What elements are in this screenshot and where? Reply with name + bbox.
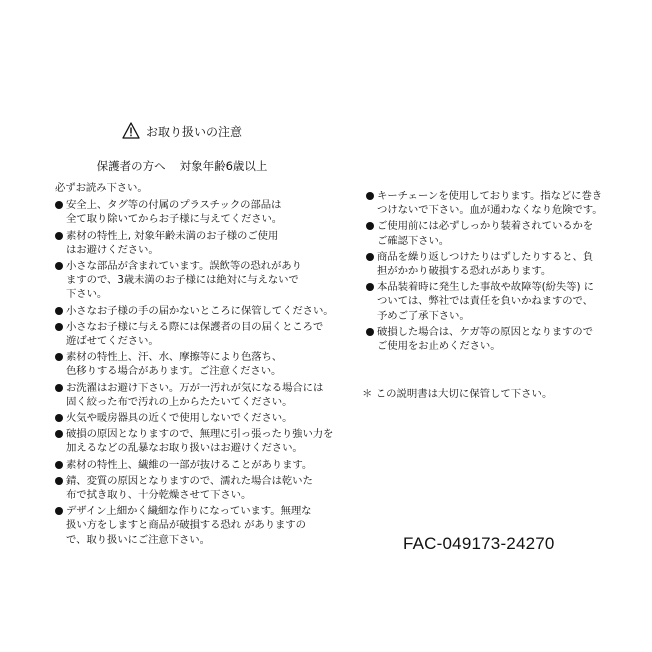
bullet-icon [55,507,63,515]
caution-item-line: 破損の原因となりますので、無理に引っ張ったり強い力を [66,428,334,441]
bullet-icon [366,283,374,291]
caution-item-line: 遊ばせてください。 [66,335,159,348]
caution-item-line: 破損した場合は、ケガ等の原因となりますので [377,325,593,338]
bullet-icon [55,307,63,315]
caution-item [55,458,313,472]
caution-item-line: はお避けください。 [66,243,159,256]
caution-item-line: お洗濯はお避け下さい。万が一汚れが気になる場合には [66,381,324,394]
caution-item [55,320,324,348]
caution-item-line: 安全上、タグ等の付属のプラスチックの部品は [66,199,282,212]
caution-item-line: 下さい。 [66,288,108,301]
caution-item-line: 火気や暖房器具の近くで使用しないでください。 [66,412,293,425]
intro-text: 必ずお読み下さい。 [55,182,148,194]
right-column [366,189,624,355]
caution-item-line: 素材の特性上、繊維の一部が抜けることがあります。 [66,458,313,471]
caution-item [55,350,313,378]
caution-item-line: 固く絞った布で汚れの上からたたいてください。 [66,395,293,408]
caution-item-line: キーチェーンを使用しております。指などに巻き [377,190,603,202]
caution-item-line: ついては、弊社では責任を負いかねますので、 [377,295,593,308]
caution-item-line: ご使用前には必ずしっかり装着されているかを [377,220,594,233]
right-item-list [366,189,624,353]
left-item-list [55,198,334,547]
caution-item [55,504,313,547]
caution-item-line: 担がかかり破損する恐れがあります。 [377,265,552,278]
bullet-icon [55,384,63,392]
left-column [55,181,334,549]
bullet-icon [55,353,63,361]
title-row [0,122,364,143]
caution-item-line: 加えるなどの乱暴なお取り扱いはお避けください。 [66,442,303,455]
bullet-icon [55,262,63,270]
caution-item [55,198,313,226]
page-title: お取り扱いの注意 [145,125,242,139]
caution-item [366,325,624,353]
caution-item-line: ますので、3歳未満のお子様には絶対に与えないで [66,274,299,287]
caution-item [55,427,334,455]
product-code: FAC-049173-24270 [403,534,555,553]
bullet-icon [55,201,63,209]
caution-item-line: 予めご了承下さい。 [377,309,470,322]
audience-line [0,158,364,174]
age-notice: 対象年齢6歳以上 [179,159,268,173]
caution-item-line: で、取り扱いにご注意下さい。 [66,533,210,546]
caution-item [366,250,624,278]
caution-item [55,411,313,425]
bullet-icon [55,232,63,240]
caution-item-line: 色移りする場合があります。ご注意ください。 [66,365,282,378]
bullet-icon [55,461,63,469]
caution-item-line: 素材の特性上、汗、水、摩擦等により色落ち、 [66,351,283,364]
caution-item-line: つけないで下さい。血が通わなくなり危険です。 [377,204,603,217]
caution-item [55,381,324,409]
bullet-icon [55,323,63,331]
warning-triangle-icon [122,122,140,143]
caution-item-line: デザイン上細かく繊細な作りになっています。無理な [66,505,312,518]
caution-item [55,304,334,318]
caution-item-line: 扱い方をしますと商品が破損する恐れ がありますの [66,519,306,532]
caution-item-line: 素材の特性上, 対象年齢未満のお子様のご使用 [66,229,279,242]
caution-item-line: 錆、変質の原因となりますので、濡れた場合は乾いた [66,474,313,487]
caution-item [366,280,624,323]
caution-item [55,474,313,502]
caution-item-line: ご使用をお止めください。 [377,340,501,353]
bullet-icon [366,253,374,261]
caution-item [55,259,313,302]
bullet-icon [366,192,374,200]
caution-item-line: 小さな部品が含まれています。誤飲等の恐れがあり [66,260,302,273]
bullet-icon [55,414,63,422]
storage-note: ＊ この説明書は大切に保管して下さい。 [362,388,553,400]
caution-item [55,229,313,257]
caution-item-line: 商品を繰り返しつけたりはずしたりすると、負 [377,250,594,263]
bullet-icon [55,430,63,438]
caution-item-line: 小さなお子様に与える際には保護者の目の届くところで [66,320,324,333]
caution-item-line: ご確認下さい。 [377,234,450,247]
caution-item-line: 本品装着時に発生した事故や故障等(紛失等) に [377,281,594,294]
caution-item [366,219,624,247]
bullet-icon [366,328,374,336]
caution-item-line: 全て取り除いてからお子様に与えてください。 [66,213,283,226]
caution-item-line: 布で拭き取り、十分乾燥させて下さい。 [66,489,252,502]
audience-label: 保護者の方へ [96,159,166,173]
bullet-icon [366,222,374,230]
caution-item [366,189,624,217]
bullet-icon [55,477,63,485]
caution-item-line: 小さなお子様の手の届かないところに保管してください。 [66,304,334,317]
